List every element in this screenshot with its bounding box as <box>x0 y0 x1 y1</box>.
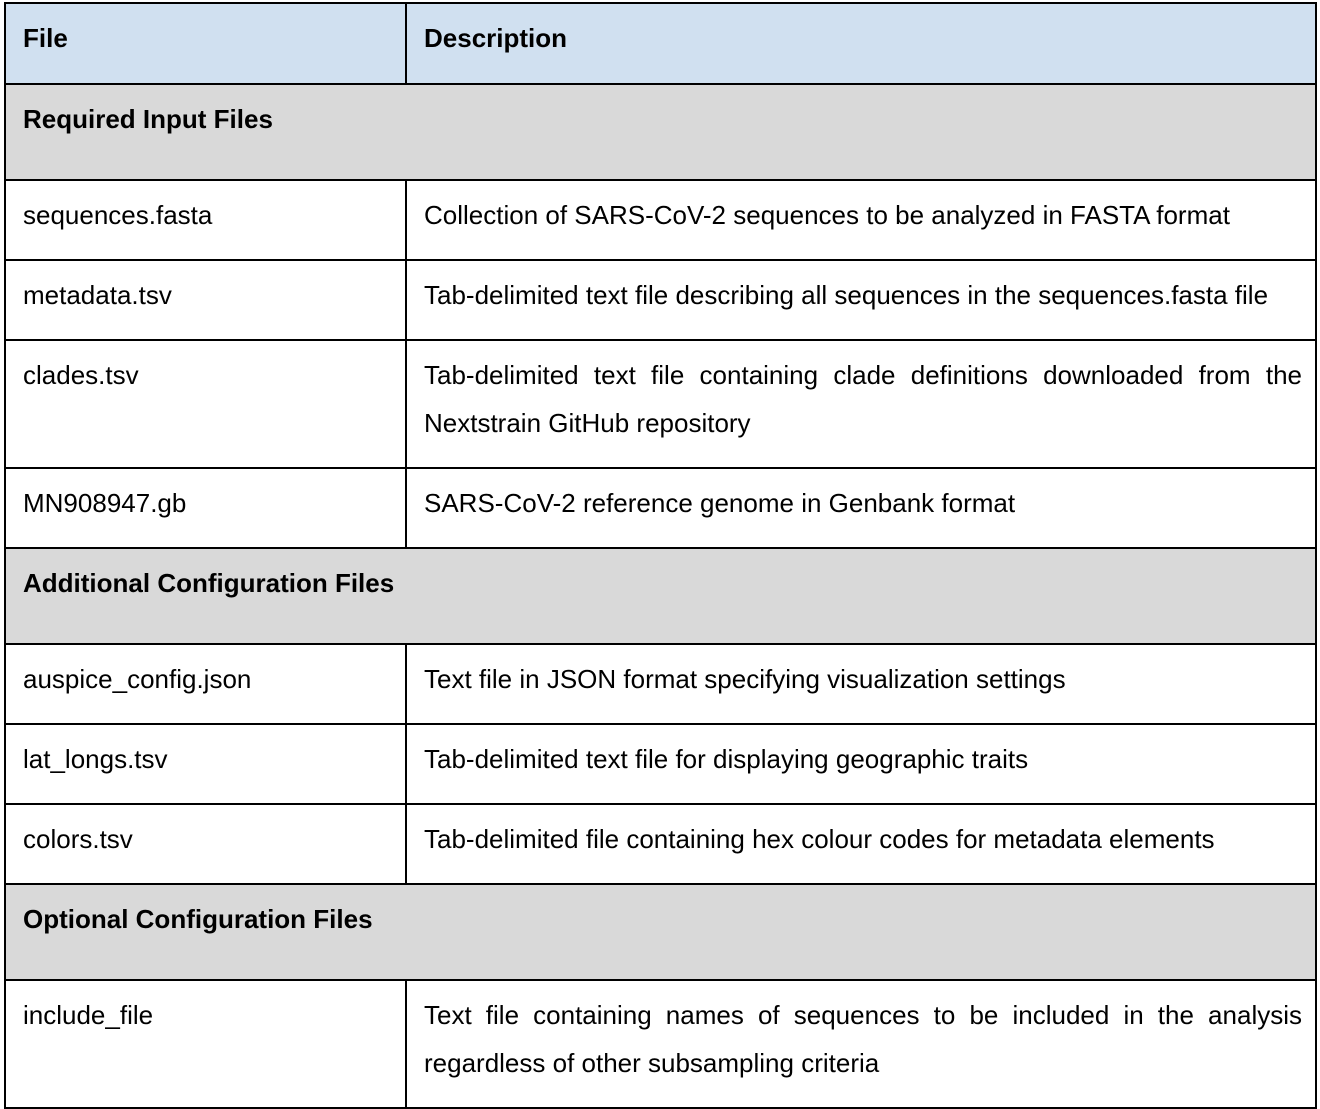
file-description-cell: SARS-CoV-2 reference genome in Genbank format <box>406 468 1316 548</box>
table-row <box>5 644 1316 724</box>
file-name-cell: clades.tsv <box>5 340 406 468</box>
table-row <box>5 724 1316 804</box>
file-name-cell: sequences.fasta <box>5 180 406 260</box>
file-description-cell: Text file in JSON format specifying visualization settings <box>406 644 1316 724</box>
section-title: Additional Configuration Files <box>5 548 1316 644</box>
column-header-file: File <box>5 3 406 84</box>
file-name-cell: metadata.tsv <box>5 260 406 340</box>
file-description-cell: Tab-delimited text file for displaying geographic traits <box>406 724 1316 804</box>
table-row <box>5 804 1316 884</box>
file-description-table <box>4 2 1317 1109</box>
section-title: Required Input Files <box>5 84 1316 180</box>
table-row <box>5 260 1316 340</box>
file-description-cell: Tab-delimited text file describing all sequences in the sequences.fasta file <box>406 260 1316 340</box>
file-description-cell: Text file containing names of sequences to be included in the analysis regardless of other subsampling criteria <box>406 980 1316 1108</box>
file-description-cell: Collection of SARS-CoV-2 sequences to be analyzed in FASTA format <box>406 180 1316 260</box>
table-row <box>5 180 1316 260</box>
file-description-cell: Tab-delimited file containing hex colour codes for metadata elements <box>406 804 1316 884</box>
column-header-description: Description <box>406 3 1316 84</box>
table-row <box>5 980 1316 1108</box>
section-row-required-input <box>5 84 1316 180</box>
file-name-cell: lat_longs.tsv <box>5 724 406 804</box>
section-row-additional-configuration <box>5 548 1316 644</box>
file-name-cell: auspice_config.json <box>5 644 406 724</box>
section-title: Optional Configuration Files <box>5 884 1316 980</box>
file-name-cell: colors.tsv <box>5 804 406 884</box>
section-row-optional-configuration <box>5 884 1316 980</box>
table-header-row <box>5 3 1316 84</box>
file-name-cell: MN908947.gb <box>5 468 406 548</box>
file-name-cell: include_file <box>5 980 406 1108</box>
table-row <box>5 468 1316 548</box>
table-row <box>5 340 1316 468</box>
file-description-cell: Tab-delimited text file containing clade definitions downloaded from the Nextstrain GitHub repository <box>406 340 1316 468</box>
